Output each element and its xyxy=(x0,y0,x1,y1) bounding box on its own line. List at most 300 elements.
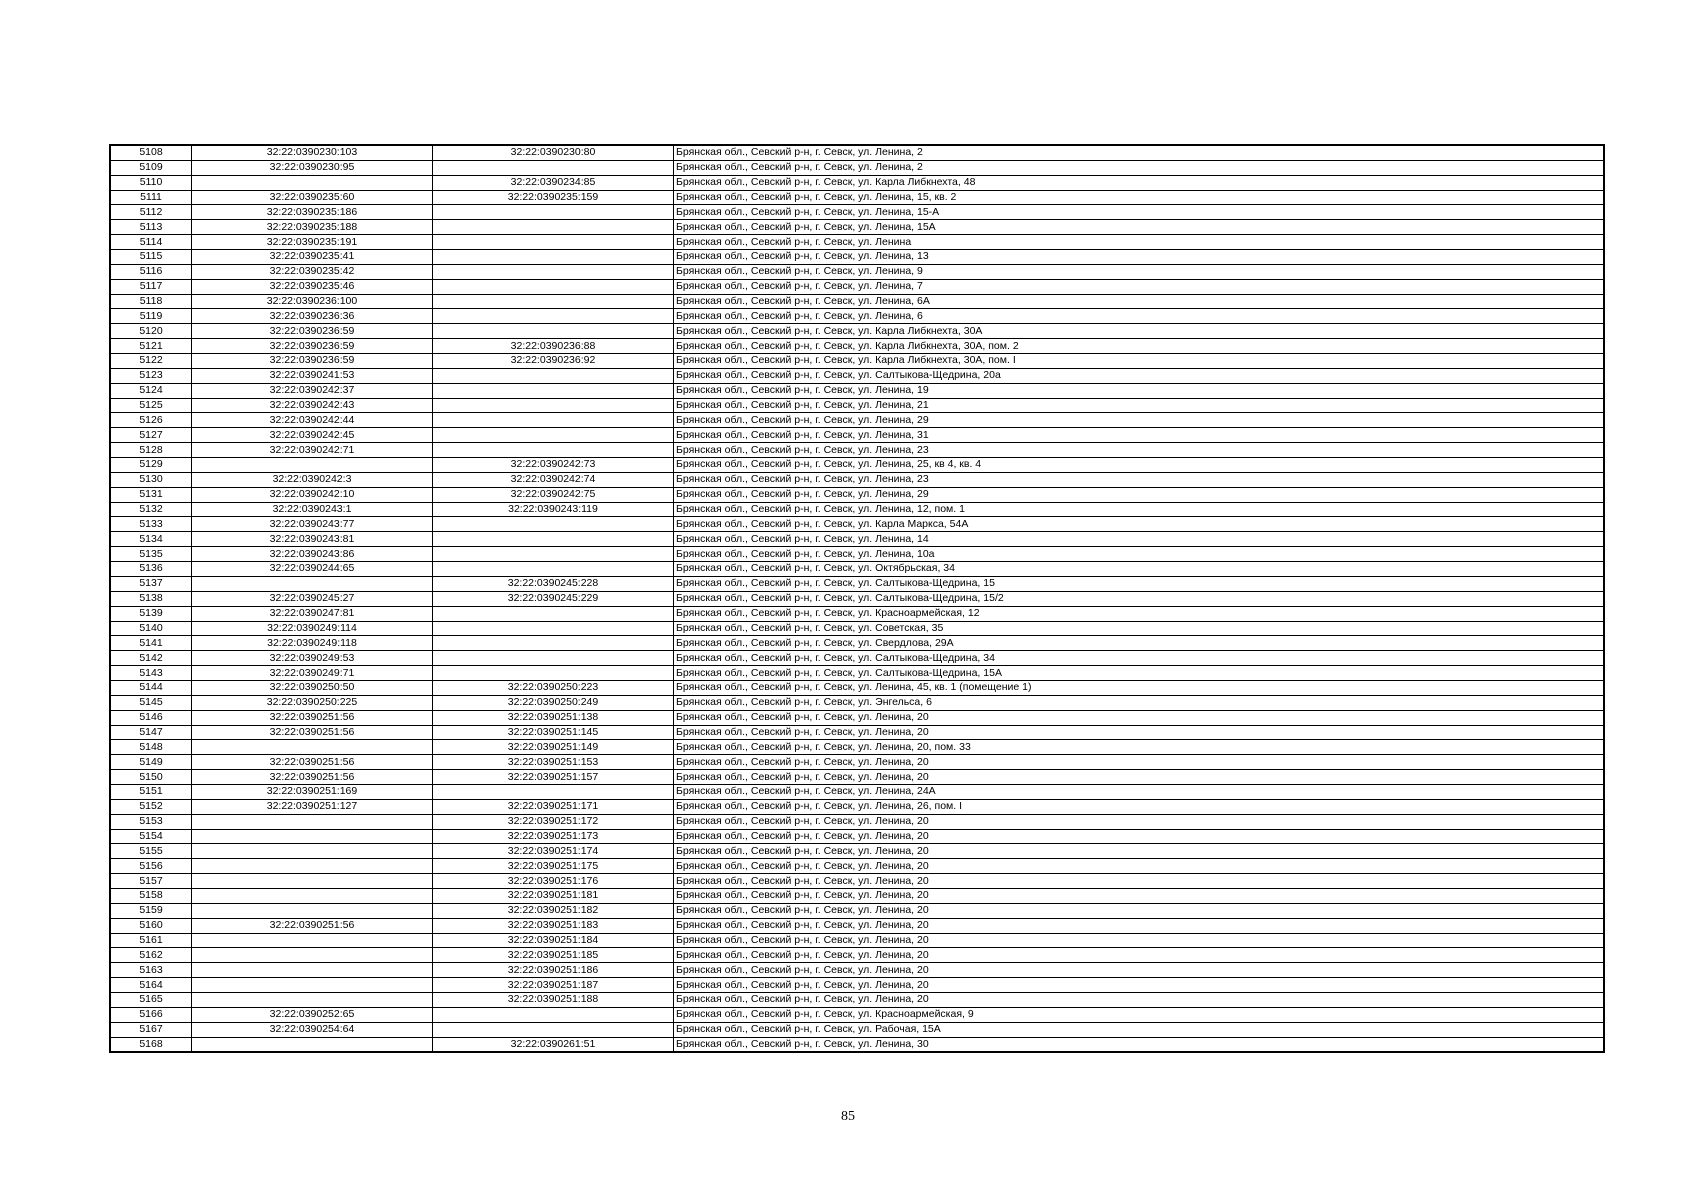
address-cell: Брянская обл., Севский р-н, г. Севск, ул. Ленина, 19 xyxy=(674,383,1605,398)
object-cadastral-number-cell: 32:22:0390245:229 xyxy=(433,591,674,606)
cadastral-number-cell: 32:22:0390244:65 xyxy=(192,562,433,577)
cadastral-number-cell xyxy=(192,1037,433,1052)
row-number-cell: 5113 xyxy=(110,220,192,235)
table-row xyxy=(110,205,1604,220)
table-row xyxy=(110,354,1604,369)
row-number-cell: 5160 xyxy=(110,918,192,933)
cadastral-number-cell: 32:22:0390251:56 xyxy=(192,770,433,785)
cadastral-number-cell: 32:22:0390235:186 xyxy=(192,205,433,220)
cadastral-number-cell: 32:22:0390235:60 xyxy=(192,190,433,205)
object-cadastral-number-cell: 32:22:0390242:73 xyxy=(433,458,674,473)
row-number-cell: 5132 xyxy=(110,502,192,517)
row-number-cell: 5143 xyxy=(110,666,192,681)
address-cell: Брянская обл., Севский р-н, г. Севск, ул. Карла Маркса, 54А xyxy=(674,517,1605,532)
cadastral-number-cell: 32:22:0390235:188 xyxy=(192,220,433,235)
row-number-cell: 5141 xyxy=(110,636,192,651)
cadastral-number-cell: 32:22:0390242:45 xyxy=(192,428,433,443)
object-cadastral-number-cell xyxy=(433,547,674,562)
cadastral-number-cell: 32:22:0390250:225 xyxy=(192,695,433,710)
cadastral-number-cell: 32:22:0390254:64 xyxy=(192,1022,433,1037)
cadastral-number-cell: 32:22:0390243:81 xyxy=(192,532,433,547)
table-row xyxy=(110,651,1604,666)
address-cell: Брянская обл., Севский р-н, г. Севск, ул. Салтыкова-Щедрина, 15А xyxy=(674,666,1605,681)
table-row xyxy=(110,190,1604,205)
row-number-cell: 5112 xyxy=(110,205,192,220)
row-number-cell: 5117 xyxy=(110,279,192,294)
object-cadastral-number-cell: 32:22:0390250:223 xyxy=(433,680,674,695)
row-number-cell: 5147 xyxy=(110,725,192,740)
table-row xyxy=(110,666,1604,681)
table-row xyxy=(110,770,1604,785)
row-number-cell: 5122 xyxy=(110,354,192,369)
object-cadastral-number-cell: 32:22:0390243:119 xyxy=(433,502,674,517)
table-row xyxy=(110,799,1604,814)
address-cell: Брянская обл., Севский р-н, г. Севск, ул. Ленина, 26, пом. I xyxy=(674,799,1605,814)
table-row xyxy=(110,294,1604,309)
table-row xyxy=(110,591,1604,606)
cadastral-number-cell: 32:22:0390235:42 xyxy=(192,264,433,279)
row-number-cell: 5138 xyxy=(110,591,192,606)
cadastral-number-cell: 32:22:0390235:41 xyxy=(192,250,433,265)
table-row xyxy=(110,710,1604,725)
object-cadastral-number-cell: 32:22:0390251:138 xyxy=(433,710,674,725)
address-cell: Брянская обл., Севский р-н, г. Севск, ул. Карла Либкнехта, 30А xyxy=(674,324,1605,339)
cadastral-number-cell xyxy=(192,978,433,993)
row-number-cell: 5146 xyxy=(110,710,192,725)
address-cell: Брянская обл., Севский р-н, г. Севск, ул. Ленина, 20, пом. 33 xyxy=(674,740,1605,755)
object-cadastral-number-cell xyxy=(433,1007,674,1022)
cadastral-number-cell xyxy=(192,740,433,755)
address-cell: Брянская обл., Севский р-н, г. Севск, ул. Ленина, 20 xyxy=(674,992,1605,1007)
row-number-cell: 5158 xyxy=(110,888,192,903)
address-cell: Брянская обл., Севский р-н, г. Севск, ул. Ленина, 6 xyxy=(674,309,1605,324)
table-row xyxy=(110,250,1604,265)
object-cadastral-number-cell: 32:22:0390251:157 xyxy=(433,770,674,785)
object-cadastral-number-cell xyxy=(433,383,674,398)
cadastral-number-cell: 32:22:0390242:44 xyxy=(192,413,433,428)
object-cadastral-number-cell: 32:22:0390261:51 xyxy=(433,1037,674,1052)
address-cell: Брянская обл., Севский р-н, г. Севск, ул. Ленина, 31 xyxy=(674,428,1605,443)
address-cell: Брянская обл., Севский р-н, г. Севск, ул. Ленина, 23 xyxy=(674,472,1605,487)
object-cadastral-number-cell: 32:22:0390242:74 xyxy=(433,472,674,487)
cadastral-number-cell: 32:22:0390245:27 xyxy=(192,591,433,606)
object-cadastral-number-cell: 32:22:0390245:228 xyxy=(433,576,674,591)
row-number-cell: 5161 xyxy=(110,933,192,948)
address-cell: Брянская обл., Севский р-н, г. Севск, ул. Ленина, 20 xyxy=(674,844,1605,859)
row-number-cell: 5136 xyxy=(110,562,192,577)
address-cell: Брянская обл., Севский р-н, г. Севск, ул. Ленина, 45, кв. 1 (помещение 1) xyxy=(674,680,1605,695)
row-number-cell: 5150 xyxy=(110,770,192,785)
row-number-cell: 5152 xyxy=(110,799,192,814)
address-cell: Брянская обл., Севский р-н, г. Севск, ул. Салтыкова-Щедрина, 34 xyxy=(674,651,1605,666)
cadastral-number-cell: 32:22:0390236:59 xyxy=(192,354,433,369)
row-number-cell: 5162 xyxy=(110,948,192,963)
row-number-cell: 5156 xyxy=(110,859,192,874)
table-row xyxy=(110,859,1604,874)
table-row xyxy=(110,279,1604,294)
row-number-cell: 5129 xyxy=(110,458,192,473)
table-row xyxy=(110,339,1604,354)
row-number-cell: 5135 xyxy=(110,547,192,562)
object-cadastral-number-cell: 32:22:0390250:249 xyxy=(433,695,674,710)
table-row xyxy=(110,398,1604,413)
address-cell: Брянская обл., Севский р-н, г. Севск, ул. Салтыкова-Щедрина, 20а xyxy=(674,368,1605,383)
cadastral-number-cell: 32:22:0390242:3 xyxy=(192,472,433,487)
object-cadastral-number-cell xyxy=(433,220,674,235)
address-cell: Брянская обл., Севский р-н, г. Севск, ул. Ленина, 2 xyxy=(674,160,1605,175)
table-row xyxy=(110,443,1604,458)
object-cadastral-number-cell: 32:22:0390230:80 xyxy=(433,145,674,160)
table-row xyxy=(110,740,1604,755)
row-number-cell: 5121 xyxy=(110,339,192,354)
cadastral-number-cell xyxy=(192,933,433,948)
table-row xyxy=(110,428,1604,443)
cadastral-number-cell: 32:22:0390251:169 xyxy=(192,784,433,799)
table-row xyxy=(110,235,1604,250)
object-cadastral-number-cell: 32:22:0390251:187 xyxy=(433,978,674,993)
object-cadastral-number-cell: 32:22:0390251:181 xyxy=(433,888,674,903)
cadastral-number-cell: 32:22:0390249:53 xyxy=(192,651,433,666)
address-cell: Брянская обл., Севский р-н, г. Севск, ул. Октябрьская, 34 xyxy=(674,562,1605,577)
object-cadastral-number-cell: 32:22:0390251:145 xyxy=(433,725,674,740)
cadastral-number-cell: 32:22:0390251:56 xyxy=(192,918,433,933)
row-number-cell: 5110 xyxy=(110,175,192,190)
object-cadastral-number-cell xyxy=(433,279,674,294)
table-row xyxy=(110,755,1604,770)
table-row xyxy=(110,145,1604,160)
cadastral-number-cell: 32:22:0390249:114 xyxy=(192,621,433,636)
address-cell: Брянская обл., Севский р-н, г. Севск, ул. Ленина, 12, пом. 1 xyxy=(674,502,1605,517)
object-cadastral-number-cell: 32:22:0390251:172 xyxy=(433,814,674,829)
cadastral-number-cell: 32:22:0390235:191 xyxy=(192,235,433,250)
row-number-cell: 5131 xyxy=(110,487,192,502)
address-cell: Брянская обл., Севский р-н, г. Севск, ул. Ленина, 20 xyxy=(674,874,1605,889)
table-row xyxy=(110,814,1604,829)
row-number-cell: 5148 xyxy=(110,740,192,755)
object-cadastral-number-cell xyxy=(433,294,674,309)
cadastral-number-cell: 32:22:0390249:118 xyxy=(192,636,433,651)
cadastral-number-cell: 32:22:0390242:71 xyxy=(192,443,433,458)
cadastral-number-cell: 32:22:0390236:36 xyxy=(192,309,433,324)
object-cadastral-number-cell: 32:22:0390236:88 xyxy=(433,339,674,354)
cadastral-number-cell xyxy=(192,175,433,190)
row-number-cell: 5119 xyxy=(110,309,192,324)
cadastral-number-cell xyxy=(192,458,433,473)
address-cell: Брянская обл., Севский р-н, г. Севск, ул. Ленина, 6А xyxy=(674,294,1605,309)
cadastral-number-cell xyxy=(192,814,433,829)
table-row xyxy=(110,963,1604,978)
row-number-cell: 5127 xyxy=(110,428,192,443)
object-cadastral-number-cell: 32:22:0390242:75 xyxy=(433,487,674,502)
table-row xyxy=(110,1037,1604,1052)
row-number-cell: 5108 xyxy=(110,145,192,160)
cadastral-number-cell xyxy=(192,948,433,963)
cadastral-number-cell: 32:22:0390251:56 xyxy=(192,755,433,770)
cadastral-number-cell xyxy=(192,888,433,903)
address-cell: Брянская обл., Севский р-н, г. Севск, ул. Рабочая, 15А xyxy=(674,1022,1605,1037)
address-cell: Брянская обл., Севский р-н, г. Севск, ул. Красноармейская, 12 xyxy=(674,606,1605,621)
table-row xyxy=(110,472,1604,487)
table-row xyxy=(110,606,1604,621)
object-cadastral-number-cell: 32:22:0390236:92 xyxy=(433,354,674,369)
address-cell: Брянская обл., Севский р-н, г. Севск, ул. Ленина, 20 xyxy=(674,888,1605,903)
cadastral-number-cell: 32:22:0390236:59 xyxy=(192,339,433,354)
table-row xyxy=(110,948,1604,963)
address-cell: Брянская обл., Севский р-н, г. Севск, ул. Салтыкова-Щедрина, 15/2 xyxy=(674,591,1605,606)
address-cell: Брянская обл., Севский р-н, г. Севск, ул. Ленина, 20 xyxy=(674,770,1605,785)
cadastral-number-cell xyxy=(192,992,433,1007)
row-number-cell: 5134 xyxy=(110,532,192,547)
address-cell: Брянская обл., Севский р-н, г. Севск, ул. Свердлова, 29А xyxy=(674,636,1605,651)
row-number-cell: 5123 xyxy=(110,368,192,383)
cadastral-number-cell: 32:22:0390242:43 xyxy=(192,398,433,413)
object-cadastral-number-cell: 32:22:0390235:159 xyxy=(433,190,674,205)
object-cadastral-number-cell xyxy=(433,517,674,532)
object-cadastral-number-cell xyxy=(433,235,674,250)
table-row xyxy=(110,532,1604,547)
address-cell: Брянская обл., Севский р-н, г. Севск, ул. Ленина, 10а xyxy=(674,547,1605,562)
cadastral-number-cell xyxy=(192,829,433,844)
table-row xyxy=(110,844,1604,859)
cadastral-number-cell xyxy=(192,903,433,918)
address-cell: Брянская обл., Севский р-н, г. Севск, ул. Ленина, 20 xyxy=(674,903,1605,918)
row-number-cell: 5153 xyxy=(110,814,192,829)
object-cadastral-number-cell: 32:22:0390251:175 xyxy=(433,859,674,874)
row-number-cell: 5125 xyxy=(110,398,192,413)
object-cadastral-number-cell: 32:22:0390251:153 xyxy=(433,755,674,770)
object-cadastral-number-cell xyxy=(433,205,674,220)
row-number-cell: 5168 xyxy=(110,1037,192,1052)
object-cadastral-number-cell: 32:22:0390251:184 xyxy=(433,933,674,948)
cadastral-number-cell: 32:22:0390242:10 xyxy=(192,487,433,502)
row-number-cell: 5133 xyxy=(110,517,192,532)
table-row xyxy=(110,160,1604,175)
object-cadastral-number-cell: 32:22:0390251:188 xyxy=(433,992,674,1007)
row-number-cell: 5128 xyxy=(110,443,192,458)
address-cell: Брянская обл., Севский р-н, г. Севск, ул. Ленина, 20 xyxy=(674,859,1605,874)
table-row xyxy=(110,175,1604,190)
row-number-cell: 5115 xyxy=(110,250,192,265)
object-cadastral-number-cell xyxy=(433,443,674,458)
object-cadastral-number-cell: 32:22:0390251:185 xyxy=(433,948,674,963)
object-cadastral-number-cell xyxy=(433,666,674,681)
registry-table xyxy=(109,144,1605,1053)
address-cell: Брянская обл., Севский р-н, г. Севск, ул. Красноармейская, 9 xyxy=(674,1007,1605,1022)
address-cell: Брянская обл., Севский р-н, г. Севск, ул. Ленина, 13 xyxy=(674,250,1605,265)
row-number-cell: 5124 xyxy=(110,383,192,398)
address-cell: Брянская обл., Севский р-н, г. Севск, ул. Ленина, 24А xyxy=(674,784,1605,799)
object-cadastral-number-cell xyxy=(433,309,674,324)
cadastral-number-cell: 32:22:0390250:50 xyxy=(192,680,433,695)
object-cadastral-number-cell xyxy=(433,1022,674,1037)
table-row xyxy=(110,368,1604,383)
address-cell: Брянская обл., Севский р-н, г. Севск, ул. Энгельса, 6 xyxy=(674,695,1605,710)
cadastral-number-cell: 32:22:0390243:86 xyxy=(192,547,433,562)
row-number-cell: 5166 xyxy=(110,1007,192,1022)
address-cell: Брянская обл., Севский р-н, г. Севск, ул. Ленина, 20 xyxy=(674,948,1605,963)
row-number-cell: 5145 xyxy=(110,695,192,710)
address-cell: Брянская обл., Севский р-н, г. Севск, ул. Ленина, 15А xyxy=(674,220,1605,235)
table-row xyxy=(110,636,1604,651)
cadastral-number-cell: 32:22:0390252:65 xyxy=(192,1007,433,1022)
row-number-cell: 5116 xyxy=(110,264,192,279)
table-row xyxy=(110,458,1604,473)
table-row xyxy=(110,829,1604,844)
row-number-cell: 5159 xyxy=(110,903,192,918)
cadastral-number-cell xyxy=(192,874,433,889)
address-cell: Брянская обл., Севский р-н, г. Севск, ул. Ленина, 20 xyxy=(674,829,1605,844)
row-number-cell: 5139 xyxy=(110,606,192,621)
object-cadastral-number-cell xyxy=(433,250,674,265)
cadastral-number-cell: 32:22:0390242:37 xyxy=(192,383,433,398)
object-cadastral-number-cell xyxy=(433,562,674,577)
cadastral-number-cell: 32:22:0390235:46 xyxy=(192,279,433,294)
object-cadastral-number-cell xyxy=(433,324,674,339)
cadastral-number-cell: 32:22:0390243:77 xyxy=(192,517,433,532)
cadastral-number-cell: 32:22:0390251:56 xyxy=(192,725,433,740)
object-cadastral-number-cell xyxy=(433,651,674,666)
address-cell: Брянская обл., Севский р-н, г. Севск, ул. Карла Либкнехта, 30А, пом. I xyxy=(674,354,1605,369)
object-cadastral-number-cell xyxy=(433,784,674,799)
table-row xyxy=(110,874,1604,889)
table-row xyxy=(110,933,1604,948)
table-row xyxy=(110,487,1604,502)
row-number-cell: 5130 xyxy=(110,472,192,487)
cadastral-number-cell: 32:22:0390251:56 xyxy=(192,710,433,725)
row-number-cell: 5144 xyxy=(110,680,192,695)
cadastral-number-cell xyxy=(192,844,433,859)
object-cadastral-number-cell: 32:22:0390251:173 xyxy=(433,829,674,844)
cadastral-number-cell xyxy=(192,859,433,874)
object-cadastral-number-cell xyxy=(433,636,674,651)
table-row xyxy=(110,383,1604,398)
table-row xyxy=(110,324,1604,339)
object-cadastral-number-cell: 32:22:0390251:176 xyxy=(433,874,674,889)
table-row xyxy=(110,502,1604,517)
address-cell: Брянская обл., Севский р-н, г. Севск, ул. Ленина, 9 xyxy=(674,264,1605,279)
row-number-cell: 5109 xyxy=(110,160,192,175)
table-row xyxy=(110,547,1604,562)
cadastral-number-cell xyxy=(192,576,433,591)
address-cell: Брянская обл., Севский р-н, г. Севск, ул. Ленина, 25, кв 4, кв. 4 xyxy=(674,458,1605,473)
cadastral-number-cell: 32:22:0390230:103 xyxy=(192,145,433,160)
address-cell: Брянская обл., Севский р-н, г. Севск, ул. Ленина, 29 xyxy=(674,413,1605,428)
cadastral-number-cell: 32:22:0390236:100 xyxy=(192,294,433,309)
object-cadastral-number-cell: 32:22:0390251:186 xyxy=(433,963,674,978)
table-row xyxy=(110,413,1604,428)
address-cell: Брянская обл., Севский р-н, г. Севск, ул. Ленина, 20 xyxy=(674,814,1605,829)
row-number-cell: 5164 xyxy=(110,978,192,993)
row-number-cell: 5142 xyxy=(110,651,192,666)
row-number-cell: 5154 xyxy=(110,829,192,844)
address-cell: Брянская обл., Севский р-н, г. Севск, ул. Ленина, 29 xyxy=(674,487,1605,502)
object-cadastral-number-cell: 32:22:0390234:85 xyxy=(433,175,674,190)
object-cadastral-number-cell xyxy=(433,428,674,443)
cadastral-number-cell: 32:22:0390236:59 xyxy=(192,324,433,339)
page-number: 85 xyxy=(841,1109,855,1124)
object-cadastral-number-cell: 32:22:0390251:183 xyxy=(433,918,674,933)
address-cell: Брянская обл., Севский р-н, г. Севск, ул. Ленина, 20 xyxy=(674,918,1605,933)
table-row xyxy=(110,725,1604,740)
address-cell: Брянская обл., Севский р-н, г. Севск, ул. Ленина, 2 xyxy=(674,145,1605,160)
registry-table-body xyxy=(110,145,1604,1052)
row-number-cell: 5149 xyxy=(110,755,192,770)
row-number-cell: 5137 xyxy=(110,576,192,591)
address-cell: Брянская обл., Севский р-н, г. Севск, ул. Карла Либкнехта, 30А, пом. 2 xyxy=(674,339,1605,354)
row-number-cell: 5111 xyxy=(110,190,192,205)
table-row xyxy=(110,918,1604,933)
cadastral-number-cell: 32:22:0390241:53 xyxy=(192,368,433,383)
row-number-cell: 5167 xyxy=(110,1022,192,1037)
object-cadastral-number-cell: 32:22:0390251:182 xyxy=(433,903,674,918)
address-cell: Брянская обл., Севский р-н, г. Севск, ул. Ленина, 23 xyxy=(674,443,1605,458)
table-row xyxy=(110,903,1604,918)
table-row xyxy=(110,978,1604,993)
table-row xyxy=(110,680,1604,695)
address-cell: Брянская обл., Севский р-н, г. Севск, ул. Ленина, 20 xyxy=(674,978,1605,993)
object-cadastral-number-cell xyxy=(433,398,674,413)
table-row xyxy=(110,695,1604,710)
object-cadastral-number-cell xyxy=(433,264,674,279)
address-cell: Брянская обл., Севский р-н, г. Севск, ул. Ленина, 20 xyxy=(674,963,1605,978)
table-row xyxy=(110,1007,1604,1022)
row-number-cell: 5114 xyxy=(110,235,192,250)
row-number-cell: 5140 xyxy=(110,621,192,636)
table-row xyxy=(110,784,1604,799)
address-cell: Брянская обл., Севский р-н, г. Севск, ул. Салтыкова-Щедрина, 15 xyxy=(674,576,1605,591)
address-cell: Брянская обл., Севский р-н, г. Севск, ул. Ленина, 20 xyxy=(674,755,1605,770)
table-row xyxy=(110,309,1604,324)
table-row xyxy=(110,220,1604,235)
row-number-cell: 5151 xyxy=(110,784,192,799)
address-cell: Брянская обл., Севский р-н, г. Севск, ул. Ленина, 21 xyxy=(674,398,1605,413)
cadastral-number-cell: 32:22:0390251:127 xyxy=(192,799,433,814)
object-cadastral-number-cell xyxy=(433,606,674,621)
address-cell: Брянская обл., Севский р-н, г. Севск, ул. Ленина xyxy=(674,235,1605,250)
table-row xyxy=(110,562,1604,577)
object-cadastral-number-cell: 32:22:0390251:171 xyxy=(433,799,674,814)
cadastral-number-cell: 32:22:0390230:95 xyxy=(192,160,433,175)
address-cell: Брянская обл., Севский р-н, г. Севск, ул. Ленина, 15-А xyxy=(674,205,1605,220)
row-number-cell: 5120 xyxy=(110,324,192,339)
row-number-cell: 5155 xyxy=(110,844,192,859)
cadastral-number-cell: 32:22:0390243:1 xyxy=(192,502,433,517)
object-cadastral-number-cell xyxy=(433,160,674,175)
address-cell: Брянская обл., Севский р-н, г. Севск, ул. Ленина, 20 xyxy=(674,710,1605,725)
table-row xyxy=(110,992,1604,1007)
cadastral-number-cell: 32:22:0390247:81 xyxy=(192,606,433,621)
address-cell: Брянская обл., Севский р-н, г. Севск, ул. Ленина, 20 xyxy=(674,725,1605,740)
table-row xyxy=(110,517,1604,532)
object-cadastral-number-cell xyxy=(433,368,674,383)
table-row xyxy=(110,264,1604,279)
address-cell: Брянская обл., Севский р-н, г. Севск, ул. Ленина, 7 xyxy=(674,279,1605,294)
row-number-cell: 5157 xyxy=(110,874,192,889)
address-cell: Брянская обл., Севский р-н, г. Севск, ул. Ленина, 30 xyxy=(674,1037,1605,1052)
cadastral-number-cell xyxy=(192,963,433,978)
row-number-cell: 5163 xyxy=(110,963,192,978)
object-cadastral-number-cell: 32:22:0390251:174 xyxy=(433,844,674,859)
table-row xyxy=(110,888,1604,903)
object-cadastral-number-cell xyxy=(433,532,674,547)
object-cadastral-number-cell xyxy=(433,621,674,636)
row-number-cell: 5165 xyxy=(110,992,192,1007)
object-cadastral-number-cell: 32:22:0390251:149 xyxy=(433,740,674,755)
cadastral-number-cell: 32:22:0390249:71 xyxy=(192,666,433,681)
address-cell: Брянская обл., Севский р-н, г. Севск, ул. Ленина, 14 xyxy=(674,532,1605,547)
object-cadastral-number-cell xyxy=(433,413,674,428)
address-cell: Брянская обл., Севский р-н, г. Севск, ул. Ленина, 15, кв. 2 xyxy=(674,190,1605,205)
